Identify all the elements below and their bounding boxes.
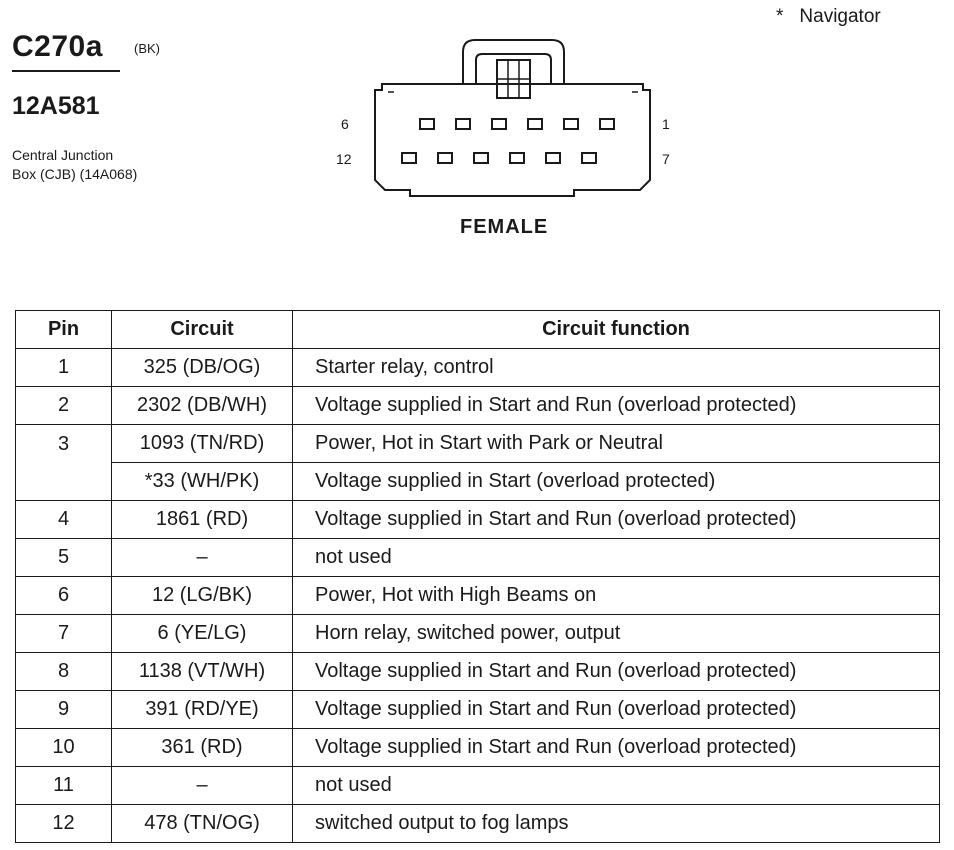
header-pin: Pin xyxy=(16,311,112,349)
row-circuit: 361 (RD) xyxy=(112,729,293,767)
row-function: Voltage supplied in Start and Run (overload protected) xyxy=(293,653,940,691)
row-pin: 12 xyxy=(16,805,112,843)
row-function: Horn relay, switched power, output xyxy=(293,615,940,653)
row-circuit: 12 (LG/BK) xyxy=(112,577,293,615)
row-function: Starter relay, control xyxy=(293,349,940,387)
row-function: switched output to fog lamps xyxy=(293,805,940,843)
header-circuit: Circuit xyxy=(112,311,293,349)
table-row xyxy=(16,349,940,387)
connector-id: C270a xyxy=(12,30,103,63)
vehicle-note xyxy=(776,6,881,28)
cavity-2 xyxy=(564,119,578,129)
row-circuit: 2302 (DB/WH) xyxy=(112,387,293,425)
table-header-row xyxy=(16,311,940,349)
pin-label-top-right: 1 xyxy=(662,116,670,132)
row-pin: 6 xyxy=(16,577,112,615)
table-row xyxy=(16,691,940,729)
table-row xyxy=(16,805,940,843)
table-row xyxy=(16,615,940,653)
row-pin: 1 xyxy=(16,349,112,387)
connector-color: (BK) xyxy=(134,41,160,56)
cavity-5 xyxy=(456,119,470,129)
row-circuit: – xyxy=(112,767,293,805)
row-function: Power, Hot with High Beams on xyxy=(293,577,940,615)
row-function: Voltage supplied in Start and Run (overload protected) xyxy=(293,501,940,539)
table-row xyxy=(16,729,940,767)
part-number: 12A581 xyxy=(12,92,100,120)
cavity-7 xyxy=(582,153,596,163)
latch-outer xyxy=(463,40,564,84)
connector-gender: FEMALE xyxy=(460,216,549,238)
header-function: Circuit function xyxy=(293,311,940,349)
pin-label-bottom-right: 7 xyxy=(662,151,670,167)
row-pin: 3 xyxy=(16,425,112,501)
pin-table xyxy=(15,310,940,843)
component-description xyxy=(12,146,137,184)
row-pin: 4 xyxy=(16,501,112,539)
row-circuit: 1138 (VT/WH) xyxy=(112,653,293,691)
cavity-row-top xyxy=(420,119,614,129)
table-row xyxy=(16,387,940,425)
description-line-1: Central Junction xyxy=(12,147,114,163)
cavity-4 xyxy=(492,119,506,129)
row-circuit: 478 (TN/OG) xyxy=(112,805,293,843)
note-marker: * xyxy=(776,6,784,27)
row-circuit: – xyxy=(112,539,293,577)
row-circuit: 6 (YE/LG) xyxy=(112,615,293,653)
row-pin: 11 xyxy=(16,767,112,805)
row-function: Power, Hot in Start with Park or Neutral xyxy=(293,425,940,463)
cavity-12 xyxy=(402,153,416,163)
cavity-8 xyxy=(546,153,560,163)
cavity-9 xyxy=(510,153,524,163)
row-circuit: 1093 (TN/RD) xyxy=(112,425,293,463)
pin-label-bottom-left: 12 xyxy=(336,151,352,167)
cavity-11 xyxy=(438,153,452,163)
row-function: Voltage supplied in Start and Run (overload protected) xyxy=(293,729,940,767)
row-pin: 10 xyxy=(16,729,112,767)
row-pin: 7 xyxy=(16,615,112,653)
connector-housing xyxy=(375,84,650,196)
row-function: not used xyxy=(293,767,940,805)
description-line-2: Box (CJB) (14A068) xyxy=(12,166,138,182)
row-circuit: 1861 (RD) xyxy=(112,501,293,539)
table-row xyxy=(16,539,940,577)
cavity-1 xyxy=(600,119,614,129)
row-pin: 8 xyxy=(16,653,112,691)
row-circuit: *33 (WH/PK) xyxy=(112,463,293,501)
cavity-row-bottom xyxy=(402,153,596,163)
cavity-6 xyxy=(420,119,434,129)
pin-label-top-left: 6 xyxy=(341,116,349,132)
row-function: Voltage supplied in Start and Run (overload protected) xyxy=(293,691,940,729)
row-pin: 2 xyxy=(16,387,112,425)
table-row xyxy=(16,653,940,691)
cavity-10 xyxy=(474,153,488,163)
row-pin: 5 xyxy=(16,539,112,577)
cavity-3 xyxy=(528,119,542,129)
table-row xyxy=(16,463,940,501)
row-circuit: 391 (RD/YE) xyxy=(112,691,293,729)
row-function: not used xyxy=(293,539,940,577)
table-row xyxy=(16,425,940,463)
row-circuit: 325 (DB/OG) xyxy=(112,349,293,387)
row-function: Voltage supplied in Start (overload protected) xyxy=(293,463,940,501)
table-row xyxy=(16,501,940,539)
table-row xyxy=(16,767,940,805)
row-function: Voltage supplied in Start and Run (overload protected) xyxy=(293,387,940,425)
connector-face-diagram xyxy=(330,30,700,210)
table-row xyxy=(16,577,940,615)
note-text: Navigator xyxy=(799,6,881,27)
connector-id-underline xyxy=(12,70,120,72)
row-pin: 9 xyxy=(16,691,112,729)
